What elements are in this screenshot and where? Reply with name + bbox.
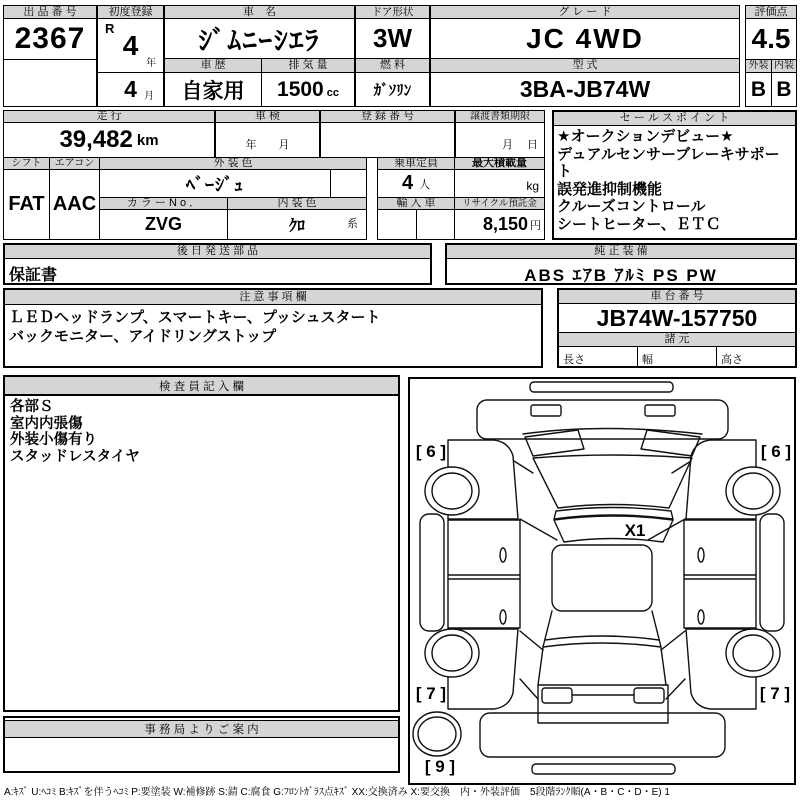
left-sill [420,514,444,631]
capacity-header: 乗車定員 [377,157,455,170]
windshield [554,516,673,542]
notes-content [5,305,541,349]
rear-fold-lines [520,679,685,699]
genuine-equipment-header: 純 正 装 備 [447,245,795,259]
grade-value: JC 4WD [430,18,740,59]
front-grille-left [531,405,561,416]
notes-header: 注 意 事 項 欄 [5,290,541,305]
mark-front-left: [ 6 ] [415,442,447,461]
exterior-color-value: ﾍﾞｰｼﾞｭ [99,169,331,198]
displacement-number: 1500 [277,77,324,101]
left-door-handle [500,548,506,562]
transfer-placeholder: 月 日 [501,139,538,151]
capacity-value [377,169,455,198]
exterior-grade-header: 外装 [745,59,772,73]
recycle-deposit-header: リサイクル預託金 [454,197,545,210]
first-registration-year-cell [97,18,164,73]
recycle-deposit-value [454,209,545,240]
left-door-split [448,575,520,579]
max-load-header: 最大積載量 [454,157,545,170]
spec-width-cell [637,347,716,368]
max-load-value [454,169,545,198]
rear-bumper [480,713,725,757]
damage-diagram-box [408,377,796,785]
exterior-color-header: 外 装 色 [99,157,367,170]
inspector-notes-box [3,375,400,712]
right-door-handle [698,548,704,562]
sales-point-line: 誤発進抑制機能 [557,180,663,198]
right-door-split [684,575,756,579]
spec-width-label: 幅 [642,354,653,366]
rear-left-wheel-inner [432,635,472,671]
taillight-right [634,688,664,703]
inspector-note-line: 室内内張傷 [10,415,83,432]
later-shipping-box [3,243,432,285]
front-fold-lines [514,461,691,473]
month-unit-label: 月 [144,91,154,102]
first-registration-month-cell [97,72,164,107]
a-pillar-fold-lines [520,519,685,540]
spec-row [559,347,795,368]
car-outline [420,382,784,774]
grade-header: グ レ ー ド [430,5,740,19]
rear-right-wheel-inner [733,635,773,671]
spec-length-label: 長さ [563,354,585,366]
registration-no-header: 登 録 番 号 [320,110,455,123]
registration-month: 4 [124,76,137,102]
displacement-unit: cc [326,87,339,99]
chassis-no-value: JB74W-157750 [559,304,795,333]
mark-rear-right: [ 7 ] [759,684,791,703]
left-door-quarter [448,520,520,628]
notes-line: バックモニター、アイドリングストップ [9,328,277,345]
auction-no-header: 出 品 番 号 [3,5,97,19]
car-name-header: 車 名 [164,5,355,19]
front-left-wheel-inner [432,473,472,509]
recycle-deposit-number: 8,150 [482,214,528,234]
right-sill [760,514,784,631]
import-car-header: 輸 入 車 [377,197,455,210]
score-value: 4.5 [745,18,797,60]
later-shipping-value: 保証書 [9,267,58,284]
spec-height-label: 高さ [721,354,743,366]
registration-no-value [320,122,455,158]
spec-height-cell [716,347,795,368]
displacement-value [261,72,355,107]
office-info-header: 事 務 局 よ り ご 案 内 [5,720,398,738]
rear-gate-panel [538,685,668,723]
genuine-equipment-value: ABS ｴｱB ｱﾙﾐ PS PW [524,266,718,285]
inspection-header: 車 検 [215,110,320,123]
color-no-header: カ ラ ー N o ． [99,197,228,210]
car-history-value: 自家用 [164,72,262,107]
interior-color-header: 内 装 色 [227,197,367,210]
chassis-box [557,288,797,368]
left-quarter-handle [500,610,506,624]
inspector-note-line: 外装小傷有り [10,432,97,448]
car-name-value: ｼﾞﾑﾆｰｼｴﾗ [164,18,355,59]
inspector-notes-header: 検 査 員 記 入 欄 [5,377,398,396]
inspection-placeholder: 年 月 [245,139,290,151]
transfer-deadline-header: 譲渡書類期限 [455,110,545,123]
sales-point-line: デュアルセンサーブレーキサポート [557,145,780,180]
max-load-unit: kg [526,179,539,193]
sales-points-box [552,110,797,240]
door-shape-value: 3W [355,18,430,59]
mark-front-right: [ 6 ] [760,442,792,461]
car-history-header: 車 歴 [164,58,262,73]
shift-value: FAT [3,169,50,240]
score-header: 評価点 [745,5,797,19]
sales-point-line: クルーズコントロール [557,198,706,215]
sales-point-line: シートヒーター、ＥＴＣ [557,215,721,233]
aircon-header: エアコン [49,157,100,170]
car-diagram [410,379,794,783]
sales-point-line: ★オークションデビュー★ [557,128,734,145]
roof [552,545,652,611]
mark-rear-left: [ 7 ] [415,684,447,703]
interior-color-name: ｸﾛ [288,218,305,235]
mileage-unit: km [136,131,159,149]
spec-header: 諸 元 [559,333,795,347]
exterior-grade-value: B [745,72,772,107]
capacity-number: 4 [401,172,414,194]
interior-grade-header: 内装 [771,59,797,73]
sales-points-content [554,126,795,235]
mileage-value [3,122,215,158]
rear-bottom-strip [532,764,675,774]
front-top-strip [530,382,673,392]
import-car-value [377,209,455,240]
fuel-value: ｶﾞｿﾘﾝ [355,72,430,107]
headlight-right [641,430,700,456]
notes-line: ＬＥＤヘッドランプ、スマートキー、プッシュスタート [9,309,381,326]
shift-header: シフト [3,157,50,170]
era-code: R [105,21,115,36]
inspection-value [215,122,320,158]
first-registration-header: 初度登録 [97,5,164,19]
chassis-no-header: 車 台 番 号 [559,290,795,304]
office-info-content [5,738,398,742]
rear-pillars [543,611,661,647]
inspector-notes-content [5,396,398,468]
interior-color-value [227,209,367,240]
year-unit-label: 年 [146,58,156,69]
genuine-equipment-box [445,243,797,285]
capacity-unit: 人 [419,179,431,191]
displacement-header: 排 気 量 [261,58,355,73]
notes-box [3,288,543,368]
color-no-value: ZVG [99,209,228,240]
exterior-color-empty-cell [330,169,367,198]
taillight-left [542,688,572,703]
later-shipping-header: 後 日 発 送 部 品 [5,245,430,259]
recycle-deposit-unit: 円 [530,220,541,232]
rear-glass [543,636,661,647]
front-grille-right [645,405,675,416]
right-quarter-handle [698,610,704,624]
auction-no-empty-cell [3,59,97,107]
inspector-note-line: スタッドレスタイヤ [10,448,140,465]
model-code-header: 型 式 [430,58,740,73]
mileage-number: 39,482 [59,126,133,153]
spec-length-cell [559,347,637,368]
spare-tire-inner [418,717,456,751]
auction-no-value: 2367 [3,18,97,60]
hood [533,455,692,508]
transfer-deadline-value [455,122,545,158]
headlight-left [525,430,584,456]
inspector-note-line: 各部Ｓ [10,399,54,415]
interior-grade-value: B [771,72,797,107]
right-door-quarter [684,520,756,628]
mileage-header: 走 行 [3,110,215,123]
sales-points-header: セ ー ル ス ポ イ ン ト [554,112,795,126]
import-car-divider [416,210,417,239]
front-right-wheel-inner [733,473,773,509]
fuel-header: 燃 料 [355,58,430,73]
registration-year: 4 [122,29,139,61]
interior-color-suffix-label: 系 [347,218,358,230]
office-info-box [3,716,400,773]
mark-spare: [ 9 ] [424,757,456,776]
door-shape-header: ドア形状 [355,5,430,19]
mark-windshield: X1 [624,521,646,540]
model-code-value: 3BA-JB74W [430,72,740,107]
rear-gate-sides [538,648,666,685]
damage-code-legend: A:ｷｽﾞ U:ﾍｺﾐ B:ｷｽﾞを伴うﾍｺﾐ P:要塗装 W:補修跡 S:錆 C:腐食 G:ﾌﾛﾝﾄｶﾞﾗｽ点ｷｽﾞ XX:交換済み X:要交換 内・外装評価 5段階ﾗﾝｸ順(A・B・C・D・E) 1 [4,787,670,798]
aircon-value: AAC [49,169,100,240]
